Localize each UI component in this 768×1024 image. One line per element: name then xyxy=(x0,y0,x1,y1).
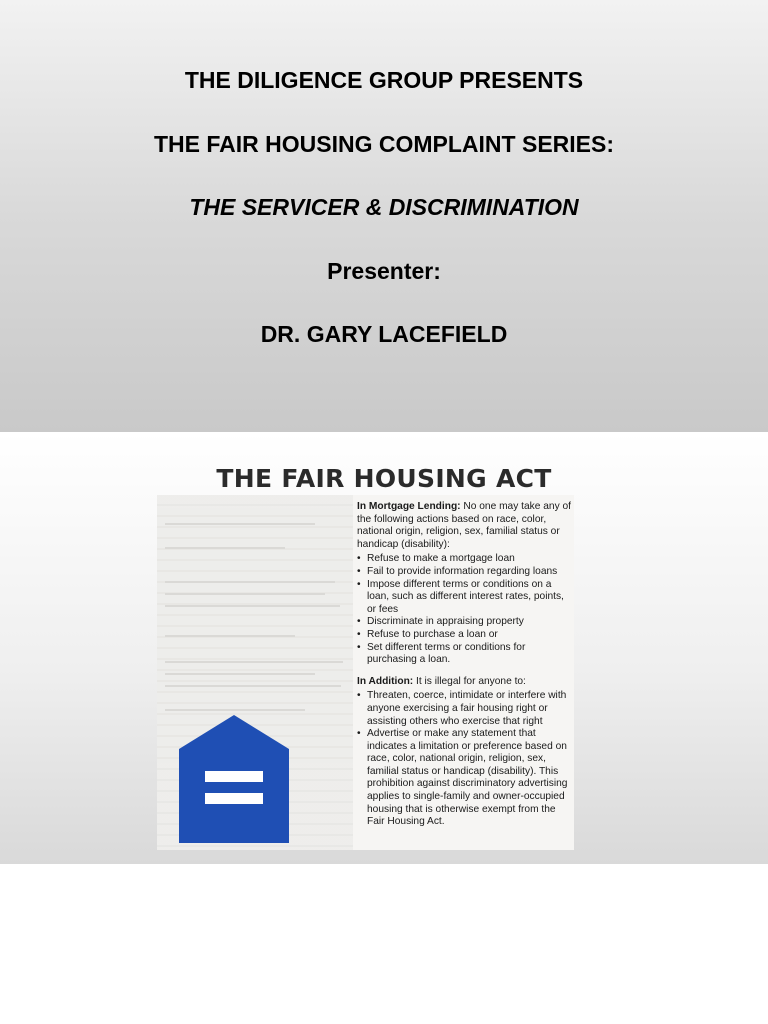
title-slide xyxy=(0,0,768,432)
mortgage-intro: No one may take any of the following actions based on race, color, national origin, religion, sex, familial status or handicap (disability): xyxy=(357,501,571,550)
fair-housing-act-slide xyxy=(0,432,768,864)
list-item: • Threaten, coerce, intimidate or interfere with anyone exercising a fair housing right or assisting others who exercise that right xyxy=(357,690,571,728)
addition-paragraph xyxy=(357,676,571,689)
blank-area xyxy=(0,864,768,1024)
mortgage-list xyxy=(357,553,571,666)
scanned-document xyxy=(157,495,574,850)
list-item: • Impose different terms or conditions on a loan, such as different interest rates, points, or fees xyxy=(357,579,571,617)
list-item: • Refuse to make a mortgage loan xyxy=(357,553,571,566)
act-text xyxy=(357,501,571,829)
list-item: • Advertise or make any statement that indicates a limitation or preference based on race, color, national origin, religion, sex, familial status or handicap (disability). This prohibition against discriminatory advertising applies to single-family and owner-occupied housing that is otherwise exempt from the Fair Housing Act. xyxy=(357,728,571,829)
list-item: • Fail to provide information regarding loans xyxy=(357,566,571,579)
presenter-name: DR. GARY LACEFIELD xyxy=(260,321,508,347)
presents-line: THE DILIGENCE GROUP PRESENTS xyxy=(184,67,584,93)
list-item: • Refuse to purchase a loan or xyxy=(357,629,571,642)
list-item: • Set different terms or conditions for purchasing a loan. xyxy=(357,642,571,667)
addition-list xyxy=(357,690,571,829)
mortgage-lead: In Mortgage Lending: xyxy=(357,501,461,512)
addition-lead: In Addition: xyxy=(357,675,414,687)
slide-title: THE FAIR HOUSING ACT xyxy=(216,464,552,493)
list-item: • Discriminate in appraising property xyxy=(357,616,571,629)
mortgage-paragraph xyxy=(357,501,571,551)
presenter-label: Presenter: xyxy=(327,258,441,284)
subtitle: THE SERVICER & DISCRIMINATION xyxy=(189,194,579,220)
equal-housing-opportunity-icon xyxy=(179,715,289,843)
addition-intro: It is illegal for anyone to: xyxy=(413,675,526,687)
series-title: THE FAIR HOUSING COMPLAINT SERIES: xyxy=(153,131,615,157)
